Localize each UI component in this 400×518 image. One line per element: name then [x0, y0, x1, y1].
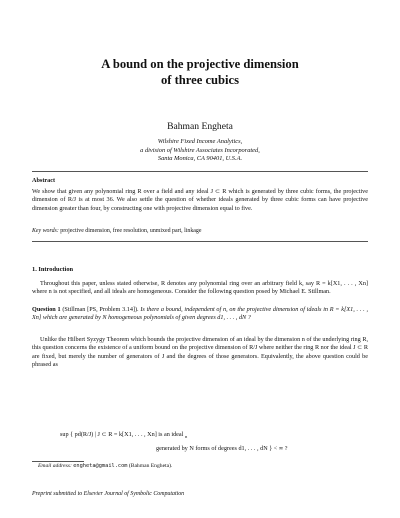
question-text: Is there a bound, independent of n, on the projective dimension of ideals in R = k[X1, . . . , Xn] which are generated by N homogeneous polynomials of given degrees d1, . . . , dN ? — [32, 306, 369, 322]
formula-main-1: sup { pd(R/J) | J ⊂ R = k[X1, . . . , Xn] is an ideal — [60, 431, 184, 438]
intro-paragraph-1: Throughout this paper, unless stated otherwise, R denotes any polynomial ring over an arbitrary field k, say R = k[X1, . . . , Xn] where n is not specified, and all ideals are homogeneous. Consider the following question posed by Michael E. Stillman. — [32, 280, 368, 296]
footnote-email — [38, 463, 172, 469]
keywords — [32, 228, 201, 234]
display-formula-line-1 — [60, 431, 187, 439]
keywords-text: projective dimension, free resolution, unmixed part, linkage — [60, 228, 202, 234]
email-link[interactable]: engheta@gmail.com — [73, 463, 128, 469]
question-1 — [32, 306, 368, 323]
keywords-label: Key words: — [32, 228, 59, 234]
paper-title — [40, 56, 360, 88]
abstract-bottom-rule — [32, 241, 368, 242]
abstract-text: We show that given any polynomial ring R over a field and any ideal J ⊂ R which is generated by three cubic forms, the projective dimension of R/J is at most 36. We also settle the question of whether ideals generated by three cubic forms can have projective dimension greater than four, by constructing one with projective dimension equal to five. — [32, 188, 368, 212]
title-line-1: A bound on the projective dimension — [101, 57, 299, 71]
formula-sub-n: n — [184, 434, 188, 440]
abstract-heading: Abstract — [32, 177, 56, 184]
affiliation-line-1: Wilshire Fixed Income Analytics, — [157, 138, 243, 145]
footnote-author: (Bahman Engheta). — [128, 463, 173, 469]
title-line-2: of three cubics — [160, 73, 240, 87]
footnote-label: Email address: — [38, 463, 72, 469]
section-heading-introduction: 1. Introduction — [32, 266, 74, 273]
display-formula-line-2: generated by N forms of degrees d1, . . . , dN } < ∞ ? — [156, 445, 288, 452]
preprint-note: Preprint submitted to Elsevier Journal of Symbolic Computation — [32, 491, 185, 497]
affiliation-line-2: a division of Wilshire Associates Incorporated, — [140, 146, 260, 154]
abstract-top-rule — [32, 171, 368, 172]
footnote-rule — [32, 461, 84, 462]
affiliation-line-3: Santa Monica, CA 90401, U.S.A. — [157, 155, 243, 163]
author-name: Bahman Engheta — [167, 121, 233, 132]
intro-paragraph-2: Unlike the Hilbert Syzygy Theorem which bounds the projective dimension of an ideal by the dimension n of the underlying ring R, this question concerns the existence of a uniform bound on the projective dimension of R/J where neither the ring R nor the ideal J ⊂ R are fixed, but merely the number of generators of J and the degrees of those generators. Equivalently, the above question could be phrased as — [32, 336, 368, 368]
question-reference: (Stillman [PS, Problem 3.14]). — [62, 306, 139, 313]
question-label: Question 1 — [32, 306, 61, 313]
author-affiliation — [40, 138, 360, 164]
